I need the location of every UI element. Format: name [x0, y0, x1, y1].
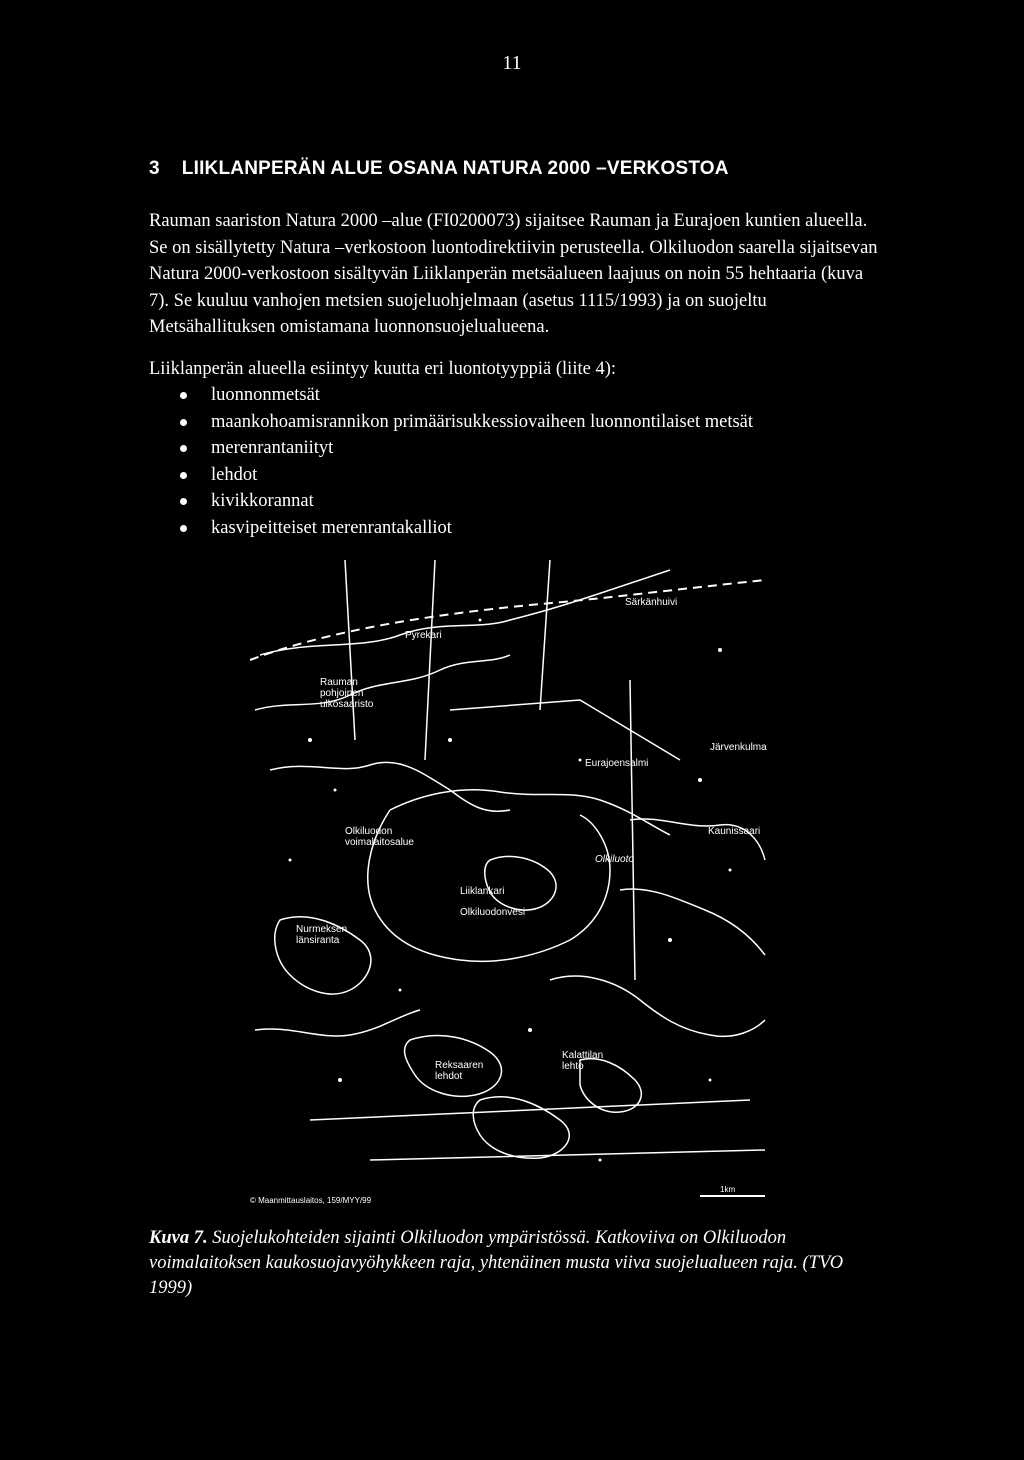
coastline	[620, 889, 765, 955]
road-line	[370, 1150, 765, 1160]
coastline	[550, 976, 765, 1036]
road-line	[425, 560, 435, 760]
map-label-reksaaren: Reksaaren	[435, 1060, 484, 1071]
list-item-label: kasvipeitteiset merenrantakalliot	[211, 517, 452, 538]
map-label-eurajoensalmi: Eurajoensalmi	[585, 758, 649, 769]
map-copyright: © Maanmittauslaitos, 159/MYY/99	[250, 1196, 372, 1205]
map-label-liiklankari: Liiklankari	[460, 886, 505, 897]
road-line	[345, 560, 355, 740]
coastline	[255, 655, 510, 710]
section-title: LIIKLANPERÄN ALUE OSANA NATURA 2000 –VERKOSTOA	[181, 158, 729, 179]
list-item	[149, 515, 753, 542]
list-item-label: lehdot	[211, 464, 258, 485]
map-label-lehdot: lehdot	[435, 1071, 463, 1082]
list-item-label: maankohoamisrannikon primäärisukkessiovaiheen luonnontilaiset metsät	[211, 411, 754, 432]
map-label-jarvenkulma: Järvenkulma	[710, 742, 767, 753]
bullet-icon	[180, 498, 187, 505]
map-label-olkiluoto: Olkiluoto	[595, 854, 634, 865]
kalattila-area	[580, 1059, 641, 1112]
map-drawing	[250, 560, 770, 1210]
map-label-sarkanhuivi: Särkänhuivi	[625, 597, 678, 608]
protected-areas-map	[250, 560, 770, 1210]
map-label-nurmeksen: Nurmeksen	[296, 924, 348, 935]
habitat-type-list	[149, 382, 753, 541]
olkiluoto-island-outline	[390, 790, 670, 835]
list-item-label: kivikkorannat	[211, 491, 314, 511]
map-label-lehto: lehto	[562, 1061, 584, 1072]
habitat-intro-paragraph: Liiklanperän alueella esiintyy kuutta eri luontotyyppiä (liite 4):	[149, 359, 616, 379]
map-label-kalattilan: Kalattilan	[562, 1050, 604, 1061]
coastline	[270, 762, 510, 811]
map-label-lansiranta: länsiranta	[296, 935, 340, 946]
coastline	[260, 570, 670, 655]
map-label-olkiluodon: Olkiluodon	[345, 826, 393, 837]
list-item	[149, 488, 753, 515]
list-item	[149, 435, 753, 462]
figure-caption-label: Kuva 7.	[149, 1228, 208, 1248]
page-number: 11	[502, 52, 522, 74]
list-item-label: merenrantaniityt	[211, 438, 334, 458]
map-label-pyrekari: Pyrekari	[405, 630, 442, 641]
list-item-label: luonnonmetsät	[211, 385, 320, 405]
list-item	[149, 409, 753, 436]
map-label-pohjoinen: pohjoinen	[320, 688, 364, 699]
liiklankari-area	[485, 856, 556, 910]
map-label-olkiluodonvesi: Olkiluodonvesi	[460, 907, 526, 918]
road-line	[450, 700, 680, 760]
map-scale-label: 1km	[720, 1185, 736, 1194]
map-label-ulkosaaristo: ulkosaaristo	[320, 699, 374, 710]
bullet-icon	[180, 445, 187, 452]
bullet-icon	[180, 472, 187, 479]
coastline	[255, 1010, 420, 1036]
figure-caption-text: Suojelukohteiden sijainti Olkiluodon ympäristössä. Katkoviiva on Olkiluodon voimalaitoksen kaukosuojavyöhykkeen raja, yhtenäinen musta viiva suojelualueen raja. (TVO 1999)	[149, 1228, 844, 1298]
list-item	[149, 462, 753, 489]
map-label-kaunissaari: Kaunissaari	[708, 826, 761, 837]
figure-caption	[149, 1226, 889, 1301]
list-item	[149, 382, 753, 409]
island-outline	[473, 1097, 569, 1158]
bullet-icon	[180, 419, 187, 426]
road-line	[540, 560, 550, 710]
map-label-voimalaitosalue: voimalaitosalue	[345, 837, 414, 848]
intro-paragraph: Rauman saariston Natura 2000 –alue (FI0200073) sijaitsee Rauman ja Eurajoen kuntien alueella. Se on sisällytetty Natura –verkostoon luontodirektiivin perusteella. Olkiluodon saarella sijaitsevan Natura 2000-verkostoon sisältyvän Liiklanperän metsäalueen laajuus on noin 55 hehtaaria (kuva 7). Se kuuluu vanhojen metsien suojeluohjelmaan (asetus 1115/1993) ja on suojeltu Metsähallituksen omistamana luonnonsuojelualueena.	[149, 211, 878, 337]
section-heading	[149, 158, 729, 180]
road-line	[630, 680, 635, 980]
bullet-icon	[180, 525, 187, 532]
map-label-rauman: Rauman	[320, 677, 358, 688]
bullet-icon	[180, 392, 187, 399]
section-number: 3	[149, 158, 160, 179]
